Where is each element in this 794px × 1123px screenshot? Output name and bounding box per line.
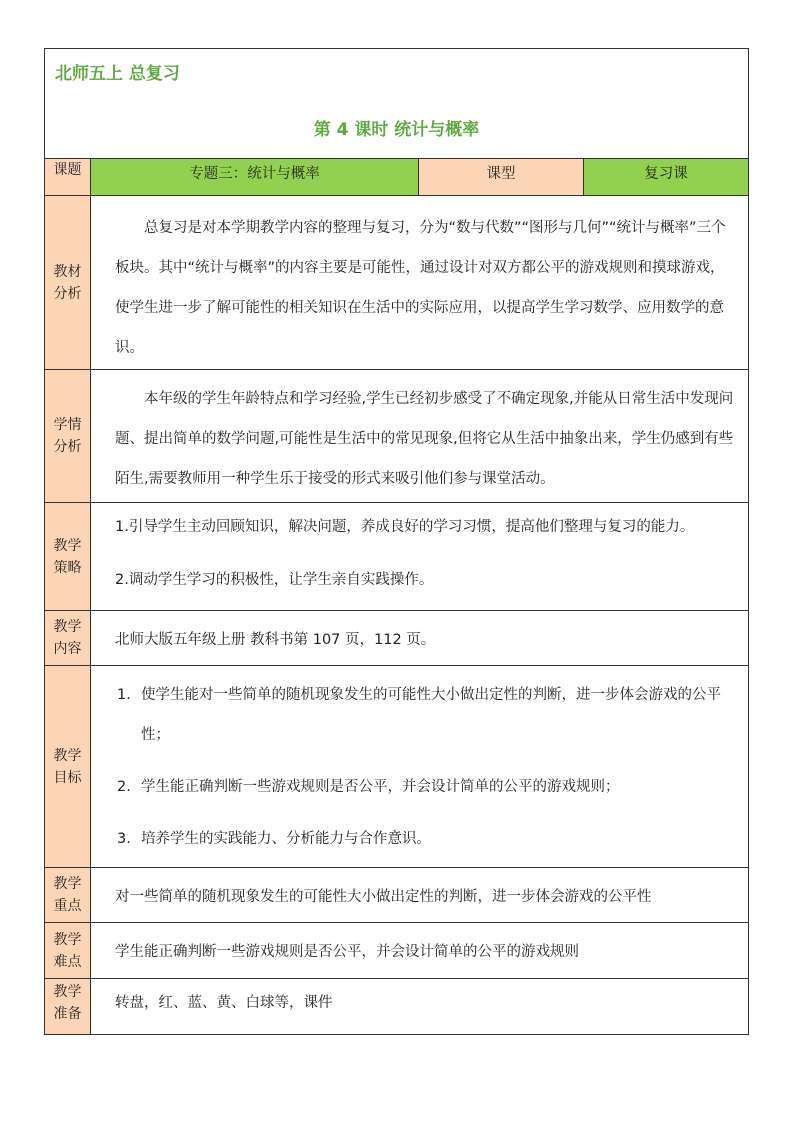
objectives-list (91, 666, 748, 867)
content-row (45, 611, 748, 666)
objective-number: 3. (117, 831, 131, 847)
topic-value: 专题三：统计与概率 (91, 159, 419, 195)
lesson-plan-table (44, 48, 749, 1035)
objectives-row (45, 666, 748, 868)
preparation-text: 转盘，红、蓝、黄、白球等，课件 (115, 995, 333, 1011)
objective-text: 学生能正确判断一些游戏规则是否公平，并会设计简单的公平的游戏规则； (141, 779, 620, 795)
topic-label: 课题 (45, 159, 91, 195)
key-points-text: 对一些简单的随机现象发生的可能性大小做出定性的判断，进一步体会游戏的公平性 (115, 888, 652, 905)
difficulties-label: 教学 难点 (45, 923, 91, 978)
difficulties-row (45, 923, 748, 979)
lesson-title: 第 4 课时 统计与概率 (313, 120, 480, 140)
student-analysis-text: 本年级的学生年龄特点和学习经验,学生已经初步感受了不确定现象,并能从日常生活中发现问题、提出简单的数学问题,可能性是生活中的常见现象,但将它从生活中抽象出来，学生仍感到有些陌生,需要教师用一种学生乐于接受的形式来吸引他们参与课堂活动。 (115, 391, 734, 487)
textbook-analysis-text: 总复习是对本学期教学内容的整理与复习，分为“数与代数”“图形与几何”“统计与概率”三个板块。其中“统计与概率”的内容主要是可能性，通过设计对双方都公平的游戏规则和摸球游戏，使学生进一步了解可能性的相关知识在生活中的实际应用，以提高学生学习数学、应用数学的意识。 (115, 220, 726, 356)
key-points-row (45, 868, 748, 923)
subject-title: 北师五上 总复习 (55, 64, 180, 84)
objective-number: 2. (117, 779, 131, 795)
type-label: 课型 (419, 159, 584, 195)
preparation-label: 教学 准备 (45, 979, 91, 1034)
strategy-list (91, 503, 748, 610)
document-header (45, 49, 748, 159)
textbook-analysis-label: 教材 分析 (45, 196, 91, 369)
student-analysis-label: 学情 分析 (45, 370, 91, 502)
strategy-item: 1.引导学生主动回顾知识，解决问题，养成良好的学习习惯，提高他们整理与复习的能力。 (115, 519, 695, 535)
objective-item (117, 767, 742, 807)
objective-text: 使学生能对一些简单的随机现象发生的可能性大小做出定性的判断，进一步体会游戏的公平性； (141, 687, 721, 743)
objective-item (117, 675, 742, 755)
objectives-label: 教学 目标 (45, 666, 91, 867)
content-text: 北师大版五年级上册 教科书第 107 页，112 页。 (115, 631, 436, 648)
objective-item (117, 819, 742, 859)
difficulties-text: 学生能正确判断一些游戏规则是否公平，并会设计简单的公平的游戏规则 (115, 944, 579, 960)
strategy-item: 2.调动学生学习的积极性，让学生亲自实践操作。 (115, 572, 434, 588)
meta-row (45, 159, 748, 196)
objective-text: 培养学生的实践能力、分析能力与合作意识。 (141, 831, 431, 847)
objective-number: 1. (117, 687, 131, 703)
content-label: 教学 内容 (45, 611, 91, 665)
textbook-analysis-row (45, 196, 748, 370)
strategy-row (45, 503, 748, 611)
type-value: 复习课 (584, 159, 748, 195)
key-points-label: 教学 重点 (45, 868, 91, 922)
strategy-label: 教学 策略 (45, 503, 91, 610)
student-analysis-row (45, 370, 748, 503)
preparation-row (45, 979, 748, 1034)
